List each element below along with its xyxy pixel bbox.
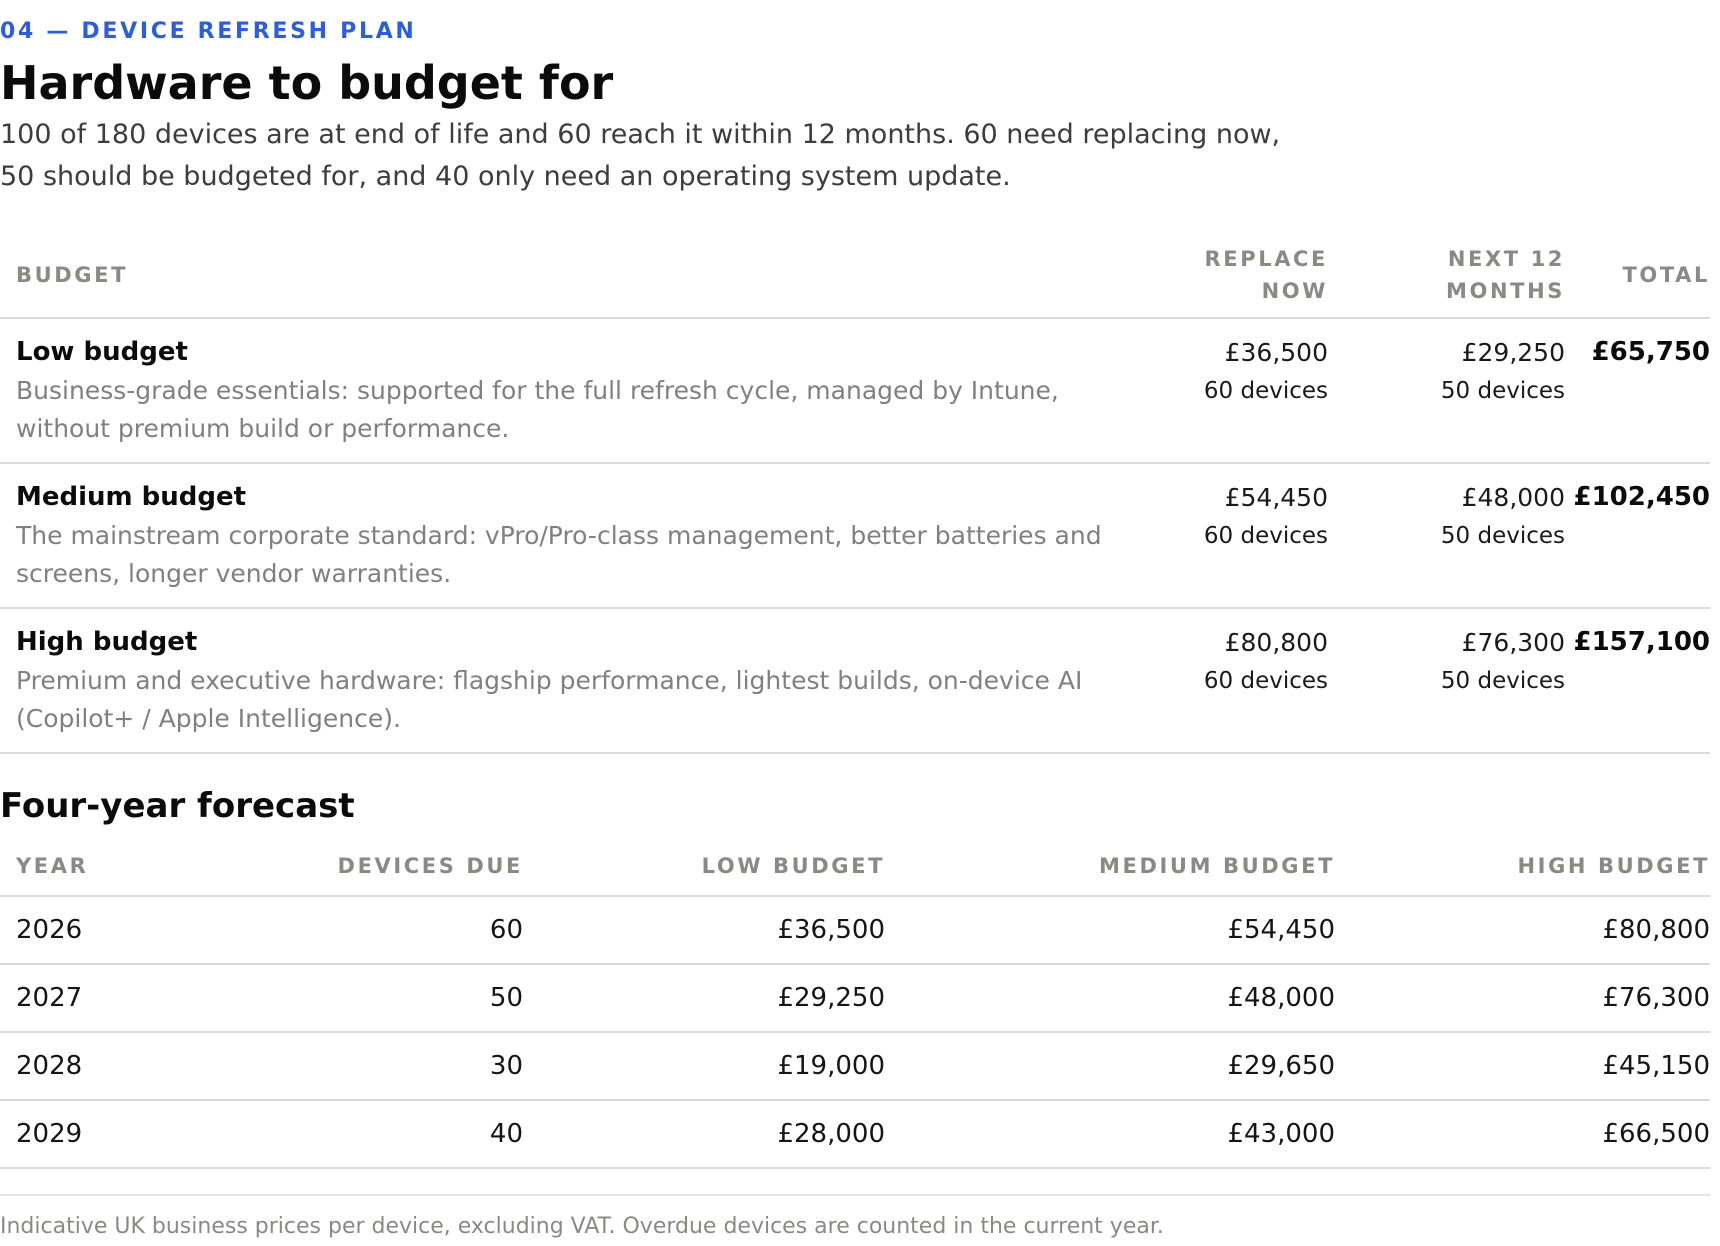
- devices-due-cell: 30: [489, 1051, 523, 1081]
- budget-row-high: [0, 608, 1710, 753]
- high-budget-cell: £76,300: [1602, 983, 1710, 1013]
- year-cell: 2027: [16, 983, 83, 1013]
- page-title: Hardware to budget for: [0, 56, 614, 110]
- medium-budget-cell: £54,450: [1227, 915, 1335, 945]
- low-budget-cell: £29,250: [777, 983, 885, 1013]
- next12-devices: 50 devices: [1440, 378, 1565, 404]
- tier-description: The mainstream corporate standard: vPro/Pro-class management, better batteries and screens, longer vendor warranties.: [16, 521, 1102, 588]
- header-total: TOTAL: [1565, 232, 1710, 318]
- forecast-table-header: [0, 836, 1710, 896]
- low-budget-cell: £36,500: [777, 915, 885, 945]
- header-year: YEAR: [0, 836, 300, 896]
- high-budget-cell: £45,150: [1602, 1051, 1710, 1081]
- budget-table: [0, 232, 1710, 754]
- medium-budget-cell: £43,000: [1227, 1119, 1335, 1149]
- year-cell: 2026: [16, 915, 83, 945]
- forecast-title: Four-year forecast: [0, 786, 355, 826]
- header-budget: BUDGET: [0, 232, 1160, 318]
- header-next12-line1: NEXT 12: [1447, 246, 1565, 271]
- year-cell: 2029: [16, 1119, 83, 1149]
- next12-amount: £76,300: [1461, 628, 1565, 657]
- year-cell: 2028: [16, 1051, 83, 1081]
- total-amount: £157,100: [1573, 627, 1710, 657]
- replace-now-devices: 60 devices: [1203, 668, 1328, 694]
- footnote: Indicative UK business prices per device, excluding VAT. Overdue devices are counted in the current year.: [0, 1214, 1164, 1239]
- replace-now-devices: 60 devices: [1203, 523, 1328, 549]
- next12-amount: £29,250: [1461, 338, 1565, 367]
- forecast-table: [0, 836, 1710, 1169]
- low-budget-cell: £28,000: [777, 1119, 885, 1149]
- tier-name: Low budget: [16, 337, 188, 367]
- header-next12-line2: MONTHS: [1446, 278, 1565, 303]
- next12-devices: 50 devices: [1440, 523, 1565, 549]
- replace-now-devices: 60 devices: [1203, 378, 1328, 404]
- replace-now-amount: £54,450: [1224, 483, 1328, 512]
- table-row: [0, 964, 1710, 1032]
- table-row: [0, 896, 1710, 964]
- table-row: [0, 1100, 1710, 1168]
- table-row: [0, 1032, 1710, 1100]
- budget-row-low: [0, 318, 1710, 463]
- low-budget-cell: £19,000: [777, 1051, 885, 1081]
- medium-budget-cell: £29,650: [1227, 1051, 1335, 1081]
- high-budget-cell: £66,500: [1602, 1119, 1710, 1149]
- header-low-budget: LOW BUDGET: [523, 836, 885, 896]
- budget-table-header: [0, 232, 1710, 318]
- high-budget-cell: £80,800: [1602, 915, 1710, 945]
- tier-name: Medium budget: [16, 482, 247, 512]
- section-eyebrow: 04 — DEVICE REFRESH PLAN: [0, 19, 417, 44]
- footer-divider: [0, 1194, 1710, 1196]
- tier-name: High budget: [16, 627, 198, 657]
- medium-budget-cell: £48,000: [1227, 983, 1335, 1013]
- tier-description: Business-grade essentials: supported for the full refresh cycle, managed by Intune, without premium build or performance.: [16, 376, 1059, 443]
- devices-due-cell: 50: [489, 983, 523, 1013]
- intro-paragraph: 100 of 180 devices are at end of life and 60 reach it within 12 months. 60 need replacing now, 50 should be budgeted for, and 40 only need an operating system update.: [0, 119, 1281, 192]
- next12-devices: 50 devices: [1440, 668, 1565, 694]
- header-high-budget: HIGH BUDGET: [1335, 836, 1710, 896]
- header-medium-budget: MEDIUM BUDGET: [885, 836, 1335, 896]
- replace-now-amount: £36,500: [1224, 338, 1328, 367]
- next12-amount: £48,000: [1461, 483, 1565, 512]
- header-devices-due: DEVICES DUE: [300, 836, 523, 896]
- header-replace-now-line1: REPLACE: [1204, 246, 1328, 271]
- total-amount: £102,450: [1573, 482, 1710, 512]
- header-replace-now-line2: NOW: [1261, 278, 1328, 303]
- total-amount: £65,750: [1591, 337, 1710, 367]
- header-replace-now: [1160, 232, 1328, 318]
- budget-row-medium: [0, 463, 1710, 608]
- header-next-12-months: [1328, 232, 1565, 318]
- devices-due-cell: 60: [489, 915, 523, 945]
- replace-now-amount: £80,800: [1224, 628, 1328, 657]
- devices-due-cell: 40: [489, 1119, 523, 1149]
- tier-description: Premium and executive hardware: flagship performance, lightest builds, on-device AI (Copilot+ / Apple Intelligence).: [16, 666, 1083, 733]
